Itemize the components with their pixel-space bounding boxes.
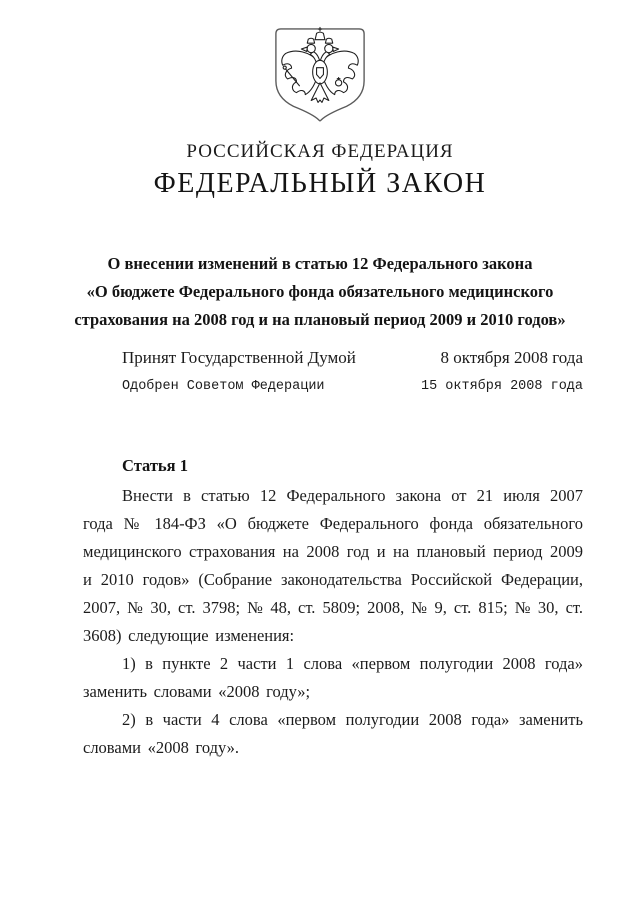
paragraph-amendment-item-2: 2) в части 4 слова «первом полугодии 2008 года» заменить словами «2008 году».: [83, 710, 583, 757]
russian-coat-of-arms-icon: [266, 26, 374, 124]
adopted-by-duma-label: Принят Государственной Думой: [122, 348, 356, 367]
paragraph-amendment-intro: Внести в статью 12 Федерального закона от 21 июля 2007 года № 184-ФЗ «О бюджете Федерального фонда обязательного медицинского страхования на 2008 год и на плановый период 2009 и 2010 годов» (Собрание законодательства Российской Федерации, 2007, № 30, ст. 3798; № 48, ст. 5809; 2008, № 9, ст. 815; № 30, ст. 3608) следующие изменения:: [83, 486, 583, 645]
article-1-heading: Статья 1: [122, 456, 188, 475]
approved-by-council-row: [83, 378, 583, 396]
document-type-heading: ФЕДЕРАЛЬНЫЙ ЗАКОН: [153, 168, 487, 199]
law-title-line-2: «О бюджете Федерального фонда обязательного медицинского: [86, 282, 554, 301]
adopted-by-duma-date: 8 октября 2008 года: [440, 348, 583, 367]
adopted-by-duma-row: [83, 349, 583, 367]
approved-by-council-label: Одобрен Советом Федерации: [122, 379, 325, 394]
law-title-line-3: страхования на 2008 год и на плановый период 2009 и 2010 годов»: [74, 310, 566, 329]
law-title: [0, 250, 640, 334]
adoption-block: [83, 349, 583, 396]
paragraph-amendment-item-1: 1) в пункте 2 части 1 слова «первом полугодии 2008 года» заменить словами «2008 году»;: [83, 654, 583, 701]
country-heading: РОССИЙСКАЯ ФЕДЕРАЦИЯ: [186, 141, 454, 162]
approved-by-council-date: 15 октября 2008 года: [420, 379, 583, 394]
law-title-line-1: О внесении изменений в статью 12 Федерального закона: [107, 254, 533, 273]
